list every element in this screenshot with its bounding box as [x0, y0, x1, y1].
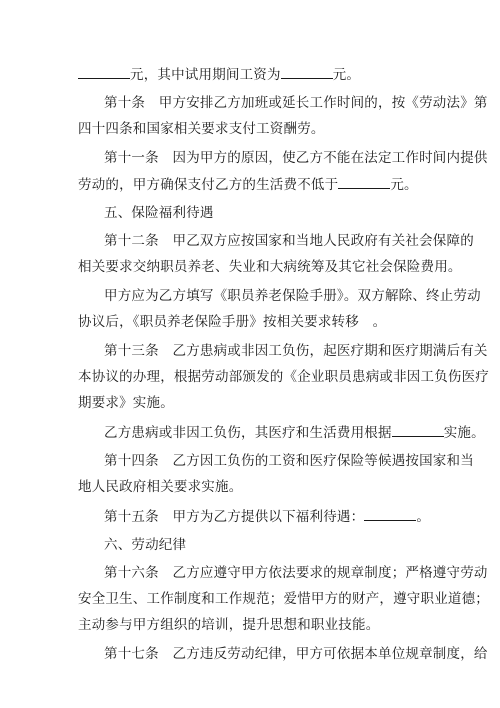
fill-in-blank [364, 506, 416, 521]
fill-in-blank [281, 64, 333, 79]
sick-leave-line: 乙方患病或非因工负伤，其医疗和生活费用根据 实施。 [104, 422, 485, 443]
article-13-line-1: 第十三条 乙方患病或非因工负伤，起医疗期和医疗期满后有关 [104, 343, 488, 359]
article-17-line-1: 第十七条 乙方违反劳动纪律，甲方可依据本单位规章制度，给 [104, 646, 488, 662]
section-heading-insurance: 五、保险福利待遇 [104, 205, 214, 221]
article-10-line-2: 四十四条和国家相关要求支付工资酬劳。 [78, 121, 325, 137]
article-14-line-2: 地人民政府相关要求实施。 [78, 479, 243, 495]
fill-in-blank [78, 64, 130, 79]
insurance-manual-line-2: 协议后，《职员养老保险手册》按相关要求转移 。 [78, 314, 387, 330]
article-11-line-2: 劳动的，甲方确保支付乙方的生活费不低于 元。 [78, 174, 418, 195]
article-15-line: 第十五条 甲方为乙方提供以下福利待遇： 。 [104, 506, 430, 527]
text-line: 元，其中试用期间工资为 元。 [78, 64, 360, 85]
article-10-line-1: 第十条 甲方安排乙方加班或延长工作时间的，按《劳动法》第 [104, 95, 488, 111]
section-heading-discipline: 六、劳动纪律 [104, 537, 187, 553]
article-13-line-2: 本协议的办理，根据劳动部颁发的《企业职员患病或非因工负伤医疗 [78, 369, 489, 385]
fill-in-blank [338, 174, 390, 189]
article-16-line-1: 第十六条 乙方应遵守甲方依法要求的规章制度；严格遵守劳动 [104, 565, 488, 581]
insurance-manual-line-1: 甲方应为乙方填写《职员养老保险手册》。双方解除、终止劳动 [104, 288, 481, 304]
article-12-line-1: 第十二条 甲乙双方应按国家和当地人民政府有关社会保障的 [104, 233, 474, 249]
article-11-line-1: 第十一条 因为甲方的原因，使乙方不能在法定工作时间内提供 [104, 150, 488, 166]
article-16-line-2: 安全卫生、工作制度和工作规范；爱惜甲方的财产，遵守职业道德； [78, 591, 489, 607]
article-12-line-2: 相关要求交纳职员养老、失业和大病统筹及其它社会保险费用。 [78, 259, 462, 275]
article-16-line-3: 主动参与甲方组织的培训，提升思想和职业技能。 [78, 617, 380, 633]
article-13-line-3: 期要求》实施。 [78, 395, 174, 411]
article-14-line-1: 第十四条 乙方因工负伤的工资和医疗保险等候遇按国家和当 [104, 453, 474, 469]
fill-in-blank [392, 422, 444, 437]
